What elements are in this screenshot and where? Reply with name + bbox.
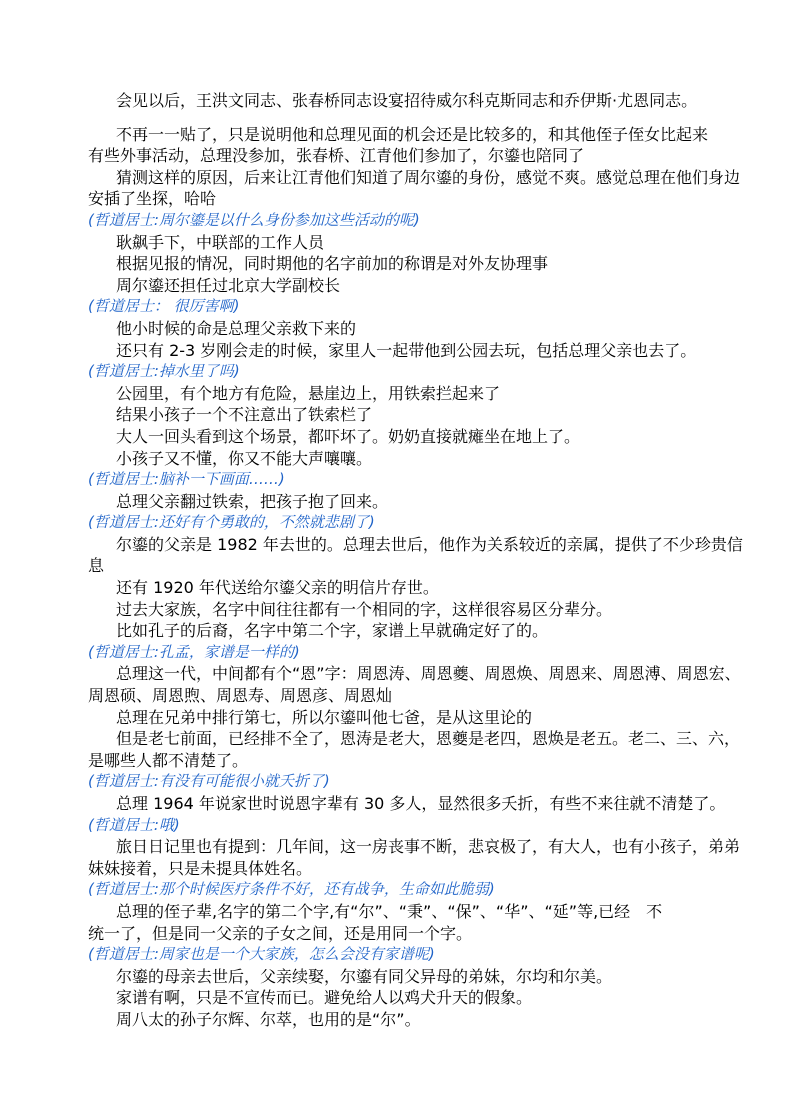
annotation-line: (哲道居士:那个时候医疗条件不好，还有战争，生命如此脆弱) [88, 880, 495, 899]
text-line: 猜测这样的原因，后来让江青他们知道了周尔鎏的身份，感觉不爽。感觉总理在他们身边 [116, 167, 741, 187]
text-line: 过去大家族，名字中间往往都有一个相同的字，这样很容易区分辈分。 [116, 599, 613, 619]
text-line: 有些外事活动，总理没参加，张春桥、江青他们参加了，尔鎏也陪同了 [88, 146, 585, 166]
text-line: 总理 1964 年说家世时说恩字辈有 30 多人，显然很多夭折，有些不来往就不清楚了。 [116, 794, 726, 813]
text-line: 周尔鎏还担任过北京大学副校长 [116, 275, 341, 295]
text-line: 但是老七前面，已经排不全了，恩涛是老大，恩夔是老四，恩焕是老五。老二、三、六， [116, 729, 741, 749]
annotation-line: (哲道居士:孔孟，家谱是一样的) [88, 642, 300, 661]
text-line: 安插了坐探，哈哈 [88, 189, 217, 209]
text-line: 小孩子又不懂，你又不能大声嚷嚷。 [116, 448, 373, 468]
text-line: 大人一回头看到这个场景，都吓坏了。奶奶直接就瘫坐在地上了。 [116, 426, 581, 446]
text-line: 总理父亲翻过铁索，把孩子抱了回来。 [116, 491, 389, 511]
annotation-line: (哲道居士:脑补一下画面……) [88, 470, 285, 489]
annotation-line: (哲道居士:哦) [88, 815, 180, 834]
annotation-line: (哲道居士:周家也是一个大家族，怎么会没有家谱呢) [88, 945, 435, 964]
text-line: 妹妹接着，只是未提具体姓名。 [88, 858, 313, 878]
text-line: 家谱有啊，只是不宣传而已。避免给人以鸡犬升天的假象。 [116, 988, 533, 1008]
annotation-line: (哲道居士:掉水里了吗) [88, 362, 240, 381]
blank-line [88, 112, 728, 124]
text-line: 周恩硕、周恩煦、周恩寿、周恩彦、周恩灿 [88, 686, 393, 706]
annotation-line: (哲道居士： 很厉害啊) [88, 297, 240, 316]
text-line: 会见以后，王洪文同志、张春桥同志设宴招待威尔科克斯同志和乔伊斯·尤恩同志。 [116, 91, 698, 110]
text-line: 息 [88, 556, 105, 576]
text-line: 比如孔子的后裔，名字中第二个字，家谱上早就确定好了的。 [116, 621, 549, 641]
text-line: 耿飙手下，中联部的工作人员 [116, 232, 325, 252]
document-body [88, 90, 743, 1031]
text-line: 统一了，但是同一父亲的子女之间，还是用同一个字。 [88, 923, 473, 943]
text-line: 尔鎏的父亲是 1982 年去世的。总理去世后，他作为关系较近的亲属，提供了不少珍贵信 [116, 534, 743, 554]
text-line: 根据见报的情况，同时期他的名字前加的称谓是对外友协理事 [116, 254, 549, 274]
text-line: 还有 1920 年代送给尔鎏父亲的明信片存世。 [116, 578, 439, 598]
text-line: 公园里，有个地方有危险，悬崖边上，用铁索拦起来了 [116, 383, 501, 403]
annotation-line: (哲道居士:有没有可能很小就夭折了) [88, 772, 330, 791]
annotation-line: (哲道居士:周尔鎏是以什么身份参加这些活动的呢) [88, 210, 420, 229]
text-line: 还只有 2-3 岁刚会走的时候，家里人一起带他到公园去玩，包括总理父亲也去了。 [116, 340, 697, 360]
text-line: 总理在兄弟中排行第七，所以尔鎏叫他七爸，是从这里论的 [116, 707, 533, 727]
text-line: 周八太的孙子尔辉、尔萃，也用的是“尔”。 [116, 1009, 421, 1029]
text-line: 结果小孩子一个不注意出了铁索栏了 [116, 405, 373, 425]
annotation-line: (哲道居士:还好有个勇敢的，不然就悲剧了) [88, 513, 375, 532]
text-line: 是哪些人都不清楚了。 [88, 750, 249, 770]
text-line: 他小时候的命是总理父亲救下来的 [116, 318, 357, 338]
text-line: 不再一一贴了，只是说明他和总理见面的机会还是比较多的，和其他侄子侄女比起来 [116, 124, 709, 144]
text-line: 总理这一代，中间都有个“恩”字：周恩涛、周恩夔、周恩焕、周恩来、周恩溥、周恩宏、 [116, 664, 741, 684]
text-line: 总理的侄子辈,名字的第二个字,有“尔”、“秉”、“保”、“华”、“延”等,已经 不 [116, 901, 663, 921]
text-line: 尔鎏的母亲去世后，父亲续娶，尔鎏有同父异母的弟妹，尔均和尔美。 [116, 966, 613, 986]
text-line: 旅日日记里也有提到：几年间，这一房丧事不断，悲哀极了，有大人，也有小孩子，弟弟 [116, 837, 741, 857]
